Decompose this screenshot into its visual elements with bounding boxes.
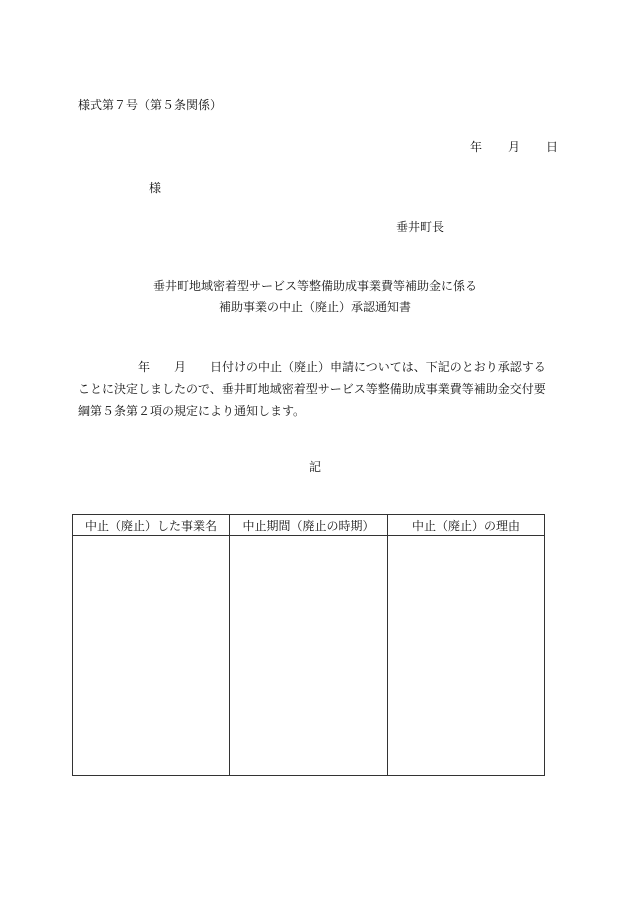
date-month-label: 月 (508, 140, 521, 154)
body-text: 日付けの中止（廃止）申請については、下記のとおり承認することに決定しましたので、垂井町地域密着型サービス等整備助成事業費等補助金交付要綱第５条第２項の規定により通知します。 (78, 360, 546, 418)
issuer-name: 垂井町長 (396, 220, 445, 234)
addressee-suffix: 様 (149, 181, 162, 195)
cell-project-name[interactable] (73, 536, 230, 776)
body-month-label: 月 (174, 360, 187, 374)
cell-period[interactable] (230, 536, 388, 776)
date-day-label: 日 (546, 140, 559, 154)
body-paragraph (78, 356, 552, 422)
form-number: 様式第７号（第５条関係） (78, 98, 223, 112)
date-year-label: 年 (470, 140, 483, 154)
ki-heading: 記 (308, 460, 321, 474)
document-title-line-2: 補助事業の中止（廃止）承認通知書 (218, 300, 411, 314)
records-table (72, 514, 545, 776)
header-project-name: 中止（廃止）した事業名 (73, 515, 230, 536)
document-title-line-1: 垂井町地域密着型サービス等整備助成事業費等補助金に係る (152, 279, 477, 293)
header-period: 中止期間（廃止の時期） (230, 515, 388, 536)
date-line (470, 138, 558, 155)
body-year-label: 年 (138, 360, 151, 374)
table-row (73, 536, 545, 776)
table-header-row (73, 515, 545, 536)
cell-reason[interactable] (388, 536, 545, 776)
header-reason: 中止（廃止）の理由 (388, 515, 545, 536)
